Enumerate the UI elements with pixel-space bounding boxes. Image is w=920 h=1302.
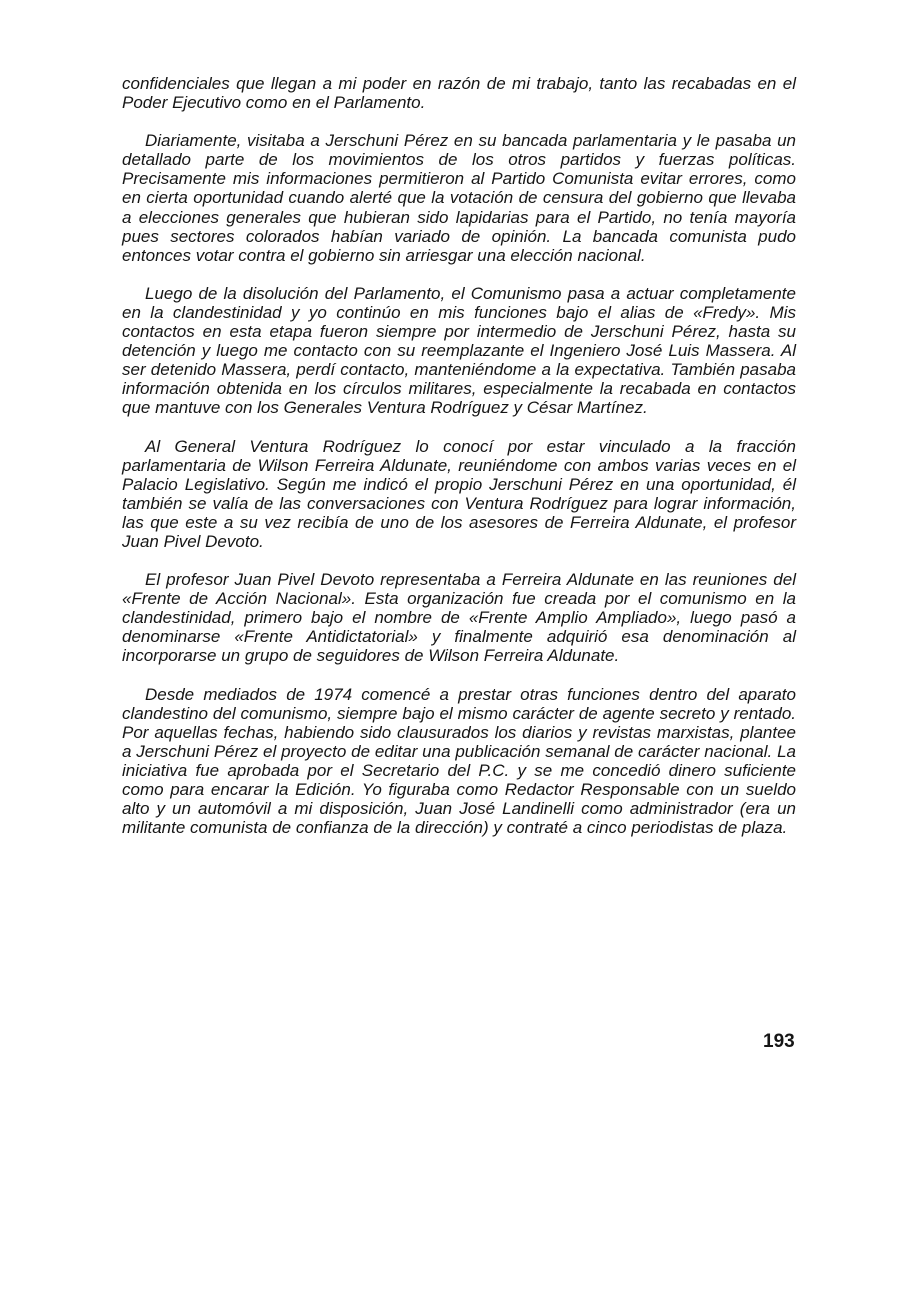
paragraph-clandestinidad: Luego de la disolución del Parlamento, el Comunismo pasa a actuar completamente en la clandestinidad y yo continúo en mis funciones bajo el alias de «Fredy». Mis contactos en esta etapa fueron siempre por intermedio de Jerschuni Pérez, hasta su detención y luego me contacto con su reemplazante el Ingeniero José Luis Massera. Al ser detenido Massera, perdí contacto, manteniéndome a la expectativa. También pasaba información obtenida en los círculos militares, especialmente la recabada en contactos que mantuve con los Generales Ventura Rodríguez y César Martínez. — [122, 283, 796, 418]
body-text — [122, 74, 796, 837]
paragraph-pivel-devoto: El profesor Juan Pivel Devoto representaba a Ferreira Aldunate en las reuniones del «Frente de Acción Nacional». Esta organización fue creada por el comunismo en la clandestinidad, primero bajo el nombre de «Frente Amplio Ampliado», luego pasó a denominarse «Frente Antidictatorial» y finalmente adquirió esa denominación al incorporarse un grupo de seguidores de Wilson Ferreira Aldunate. — [122, 570, 796, 666]
paragraph-continuation: confidenciales que llegan a mi poder en razón de mi trabajo, tanto las recabadas en el Poder Ejecutivo como en el Parlamento. — [122, 74, 796, 113]
paragraph-publicacion-semanal: Desde mediados de 1974 comencé a prestar otras funciones dentro del aparato clandestino del comunismo, siempre bajo el mismo carácter de agente secreto y rentado. Por aquellas fechas, habiendo sido clausurados los diarios y revistas marxistas, plantee a Jerschuni Pérez el proyecto de editar una publicación semanal de carácter nacional. La iniciativa fue aprobada por el Secretario del P.C. y se me concedió dinero suficiente como para encarar la Edición. Yo figuraba como Redactor Responsable con un sueldo alto y un automóvil a mi disposición, Juan José Landinelli como administrador (era un militante comunista de confianza de la dirección) y contraté a cinco periodistas de plaza. — [122, 684, 796, 838]
paragraph-ventura-rodriguez: Al General Ventura Rodríguez lo conocí por estar vinculado a la fracción parlamentaria de Wilson Ferreira Aldunate, reuniéndome con ambos varias veces en el Palacio Legislativo. Según me indicó el propio Jerschuni Pérez en una oportunidad, él también se valía de las conversaciones con Ventura Rodríguez para lograr información, las que este a su vez recibía de uno de los asesores de Ferreira Aldunate, el profesor Juan Pivel Devoto. — [122, 436, 796, 551]
paragraph-jerschuni-perez: Diariamente, visitaba a Jerschuni Pérez en su bancada parlamentaria y le pasaba un detallado parte de los movimientos de los otros partidos y fuerzas políticas. Precisamente mis informaciones permitieron al Partido Comunista evitar errores, como en cierta oportunidad cuando alerté que la votación de censura del gobierno que llevaba a elecciones generales que hubieran sido lapidarias para el Partido, no tenía mayoría pues sectores colorados habían variado de opinión. La bancada comunista pudo entonces votar contra el gobierno sin arriesgar una elección nacional. — [122, 131, 796, 265]
page-number: 193 — [763, 1031, 795, 1052]
